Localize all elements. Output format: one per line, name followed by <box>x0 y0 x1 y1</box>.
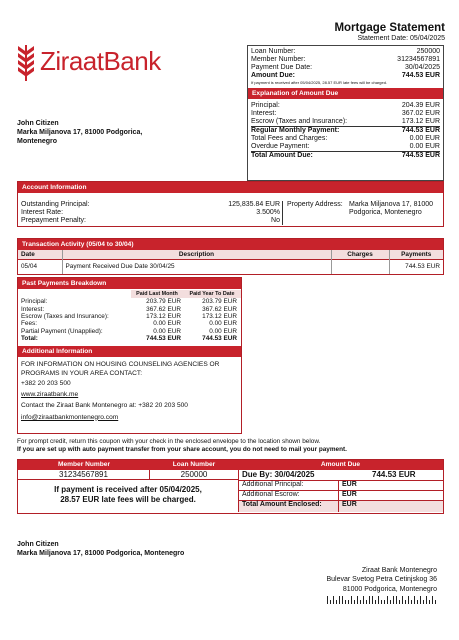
past-label: Principal: <box>21 298 48 306</box>
explanation-row <box>251 135 440 143</box>
account-value: 125,835.84 EUR <box>228 201 280 208</box>
summary-value: 31234567891 <box>397 56 440 64</box>
explanation-label: Principal: <box>251 101 280 109</box>
additional-principal-field[interactable]: EUR <box>342 481 357 488</box>
account-row <box>21 201 280 209</box>
coupon-row <box>239 491 443 501</box>
table-row <box>18 335 241 342</box>
explanation-value: 744.53 EUR <box>401 152 440 160</box>
email-link[interactable]: info@ziraatbankmontenegro.com <box>21 413 119 421</box>
bank-address-line: 81000 Podgorica, Montenegro <box>342 585 437 593</box>
past-value: 0.00 EUR <box>209 327 237 335</box>
account-label: Outstanding Principal: <box>21 201 90 208</box>
summary-label: Loan Number: <box>251 48 296 55</box>
transaction-payment: 744.53 EUR <box>405 263 440 271</box>
bank-logo <box>16 42 161 82</box>
counseling-text: PROGRAMS IN YOUR AREA CONTACT: <box>21 369 143 377</box>
customer-address <box>17 119 142 146</box>
bank-address-line: Bulevar Svetog Petra Cetinjskog 36 <box>326 576 437 584</box>
past-col-last-month: Paid Last Month <box>131 290 183 298</box>
past-value: 203.79 EUR <box>202 298 237 306</box>
past-value: 203.79 EUR <box>146 298 181 306</box>
explanation-header: Explanation of Amount Due <box>248 88 443 99</box>
customer-address-line: Montenegro <box>17 138 58 146</box>
explanation-row <box>251 118 440 127</box>
coupon-label: Total Amount Enclosed: <box>239 501 339 512</box>
account-label: Prepayment Penalty: <box>21 217 86 225</box>
additional-escrow-field[interactable]: EUR <box>342 491 357 498</box>
contact-text: Contact the Ziraat Bank Montenegro at: +382 20 203 500 <box>21 402 188 410</box>
bank-address <box>326 566 437 604</box>
coupon-instruction-text: If you are set up with auto payment transfer from your share account, you do not need to mail your payment. <box>17 446 347 454</box>
coupon-instruction-text: For prompt credit, return this coupon with your check in the enclosed envelope to the location shown below. <box>17 438 321 445</box>
past-value: 367.62 EUR <box>146 305 181 313</box>
past-value: 173.12 EUR <box>146 312 181 320</box>
late-fee-warning: 28.57 EUR late fees will be charged. <box>60 495 196 504</box>
explanation-value: 0.00 EUR <box>409 143 440 151</box>
past-label: Interest: <box>21 305 45 313</box>
explanation-label: Total Amount Due: <box>251 152 313 160</box>
past-value: 367.62 EUR <box>202 305 237 313</box>
col-description: Description <box>62 250 331 260</box>
account-label: Interest Rate: <box>21 209 64 217</box>
explanation-label: Interest: <box>251 109 277 117</box>
explanation-value: 204.39 EUR <box>401 101 440 109</box>
website-link[interactable]: www.ziraatbank.me <box>21 391 79 399</box>
summary-value: 30/04/2025 <box>404 64 440 72</box>
due-amount: 744.53 EUR <box>372 470 416 479</box>
past-label: Escrow (Taxes and Insurance): <box>21 312 109 320</box>
transaction-date: 05/04 <box>18 260 62 274</box>
past-value: 744.53 EUR <box>202 335 237 342</box>
summary-label: Amount Due: <box>251 72 295 80</box>
remitter-address <box>17 540 184 559</box>
bank-address-line: Ziraat Bank Montenegro <box>361 567 437 574</box>
wheat-logo-icon <box>16 43 36 81</box>
summary-box <box>247 45 444 181</box>
table-row <box>18 328 241 335</box>
summary-value: 250000 <box>416 48 440 55</box>
past-payments-header: Past Payments Breakdown <box>18 278 241 289</box>
counseling-text: FOR INFORMATION ON HOUSING COUNSELING AGENCIES OR <box>21 361 220 369</box>
explanation-value: 744.53 EUR <box>401 126 440 134</box>
table-row <box>18 306 241 313</box>
transaction-table <box>18 250 443 274</box>
col-date: Date <box>18 250 62 260</box>
explanation-row <box>251 110 440 118</box>
payment-coupon <box>17 459 444 514</box>
explanation-label: Escrow (Taxes and Insurance): <box>251 117 348 125</box>
loan-number-value: 250000 <box>180 470 208 479</box>
property-address-line: Marka Miljanova 17, 81000 <box>349 201 434 208</box>
account-row <box>21 217 280 225</box>
past-payments-section <box>17 277 242 434</box>
postal-barcode-icon <box>327 596 437 604</box>
summary-label: Member Number: <box>251 56 306 64</box>
past-value: 0.00 EUR <box>209 320 237 328</box>
statement-date: Statement Date: 05/04/2025 <box>357 35 445 43</box>
coupon-instructions <box>17 438 347 455</box>
customer-name: John Citizen <box>17 120 59 127</box>
statement-title: Mortgage Statement <box>334 22 445 34</box>
past-col-year-to-date: Paid Year To Date <box>183 290 241 298</box>
col-charges: Charges <box>331 250 389 260</box>
past-label: Partial Payment (Unapplied): <box>21 327 103 335</box>
coupon-row <box>239 481 443 491</box>
table-row <box>18 320 241 327</box>
account-value: 3.500% <box>256 209 280 217</box>
explanation-row <box>251 102 440 110</box>
transaction-description: Payment Received Due Date 30/04/25 <box>62 260 331 274</box>
explanation-value: 173.12 EUR <box>401 117 440 125</box>
account-value: No <box>271 217 280 225</box>
amount-due-header: Amount Due <box>320 461 361 468</box>
table-row <box>18 313 241 320</box>
remitter-name: John Citizen <box>17 541 59 548</box>
transaction-header: Transaction Activity (05/04 to 30/04) <box>18 239 443 250</box>
explanation-value: 367.02 EUR <box>401 109 440 117</box>
explanation-row <box>251 127 440 135</box>
coupon-label: Additional Escrow: <box>239 491 339 500</box>
account-info-header: Account Information <box>18 182 443 193</box>
past-value: 0.00 EUR <box>153 320 181 328</box>
table-row <box>18 260 443 274</box>
past-payments-table <box>18 290 241 342</box>
summary-row <box>251 64 440 72</box>
transaction-section <box>17 238 444 275</box>
table-row <box>18 298 241 305</box>
col-payments: Payments <box>401 251 432 258</box>
member-number-header: Member Number <box>57 461 111 468</box>
explanation-label: Regular Monthly Payment: <box>251 126 340 134</box>
property-label: Property Address: <box>287 201 343 208</box>
property-address-line: Podgorica, Montenegro <box>349 209 422 217</box>
phone-number: +382 20 203 500 <box>21 379 71 387</box>
bank-name: ZiraatBank <box>40 46 161 76</box>
explanation-label: Overdue Payment: <box>251 143 310 151</box>
account-row <box>21 209 280 217</box>
past-col-label <box>18 290 131 298</box>
summary-label: Payment Due Date: <box>251 64 313 72</box>
summary-value: 744.53 EUR <box>401 72 440 80</box>
explanation-row <box>251 143 440 152</box>
additional-info-header: Additional Information <box>18 346 241 357</box>
explanation-label: Total Fees and Charges: <box>251 134 328 142</box>
summary-row <box>251 48 440 56</box>
member-number-value: 31234567891 <box>18 470 150 479</box>
coupon-label: Additional Principal: <box>239 481 339 490</box>
transaction-charges <box>331 260 389 274</box>
summary-row <box>251 72 440 80</box>
late-fee-warning: If payment is received after 05/04/2025, <box>54 485 202 494</box>
past-label: Total: <box>21 335 38 342</box>
summary-row <box>251 56 440 64</box>
late-fee-note: If payment is received after 05/04/2025, 28.57 EUR late fees will be charged. <box>251 80 388 86</box>
remitter-address-line: Marka Miljanova 17, 81000 Podgorica, Montenegro <box>17 550 185 558</box>
explanation-row <box>251 152 440 160</box>
past-label: Fees: <box>21 320 37 328</box>
past-value: 173.12 EUR <box>202 312 237 320</box>
explanation-value: 0.00 EUR <box>409 134 440 142</box>
account-info-section <box>17 181 444 227</box>
total-enclosed-field[interactable]: EUR <box>342 501 357 508</box>
due-date: Due By: 30/04/2025 <box>242 470 315 479</box>
customer-address-line: Marka Miljanova 17, 81000 Podgorica, <box>17 129 143 137</box>
loan-number-header: Loan Number <box>172 461 216 468</box>
past-value: 744.53 EUR <box>146 335 181 342</box>
coupon-row <box>239 501 443 512</box>
past-value: 0.00 EUR <box>153 327 181 335</box>
